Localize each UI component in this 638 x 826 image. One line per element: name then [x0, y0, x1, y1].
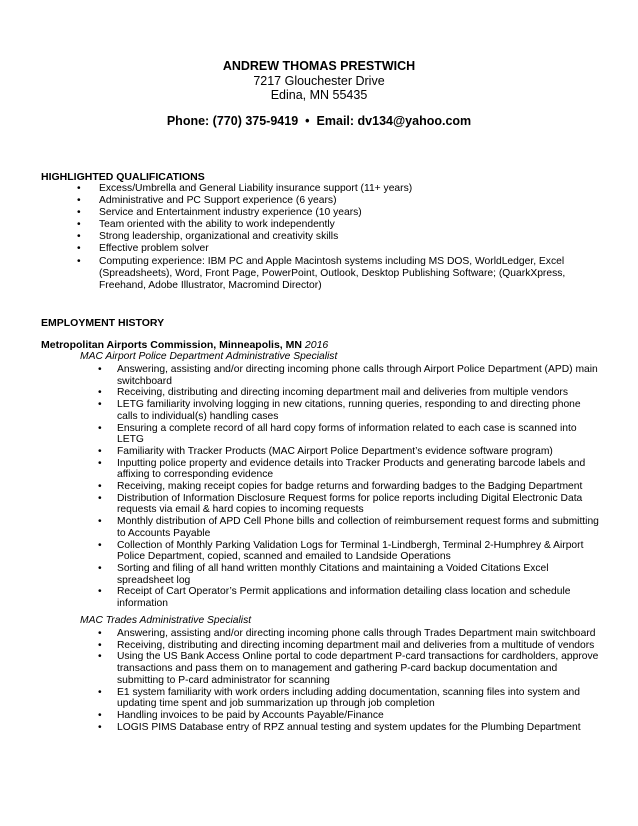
- qualification-item: • Strong leadership, organizational and creativity skills: [77, 231, 597, 243]
- duty-item: • Receiving, distributing and directing incoming department mail and deliveries from a multitude of vendors: [98, 640, 603, 652]
- duty-item: • Familiarity with Tracker Products (MAC Airport Police Department’s evidence software program): [98, 446, 603, 458]
- duty-item: • Distribution of Information Disclosure Request forms for police reports including Digital Electronic Data requests via email & hard copies to incoming requests: [98, 493, 603, 516]
- duty-item: • Handling invoices to be paid by Accounts Payable/Finance: [98, 710, 603, 722]
- qualification-item: • Excess/Umbrella and General Liability insurance support (11+ years): [77, 183, 597, 195]
- city-state-zip: Edina, MN 55435: [270, 88, 368, 102]
- employer-name: Metropolitan Airports Commission, Minneapolis, MN: [41, 339, 302, 351]
- duty-item: • Using the US Bank Access Online portal to code department P-card transactions for cardholders, approve transactions and pass them on to management and gathering P-card backup documentation and submitting to P-card administrator for scanning: [98, 651, 603, 686]
- resume-header: [0, 59, 638, 129]
- qualification-item: • Administrative and PC Support experience (6 years): [77, 195, 597, 207]
- duty-item: • Inputting police property and evidence details into Tracker Products and generating barcode labels and affixing to corresponding evidence: [98, 458, 603, 481]
- duty-item: • Ensuring a complete record of all hard copy forms of information related to each case is scanned into LETG: [98, 423, 603, 446]
- qualification-item: • Effective problem solver: [77, 243, 597, 255]
- role-title: MAC Airport Police Department Administrative Specialist: [80, 351, 338, 362]
- email-address[interactable]: Email: dv134@yahoo.com: [316, 114, 472, 128]
- duty-item: • Receipt of Cart Operator’s Permit applications and information detailing class location and schedule information: [98, 586, 603, 609]
- contact-separator: •: [305, 114, 310, 128]
- duty-item: • Answering, assisting and/or directing incoming phone calls through Trades Department main switchboard: [98, 628, 603, 640]
- role-title: MAC Trades Administrative Specialist: [80, 615, 252, 626]
- duty-item: • Receiving, making receipt copies for badge returns and forwarding badges to the Badging Department: [98, 481, 603, 493]
- duty-item: • E1 system familiarity with work orders including adding documentation, scanning files into system and updating time spent and job summarization up through job completion: [98, 687, 603, 710]
- duty-item: • LOGIS PIMS Database entry of RPZ annual testing and system updates for the Plumbing Department: [98, 722, 603, 734]
- role-duties-list: [98, 364, 603, 610]
- qualifications-list: [77, 183, 597, 292]
- contact-line: [0, 114, 638, 129]
- qualification-item: • Team oriented with the ability to work independently: [77, 219, 597, 231]
- duty-item: • Sorting and filing of all hand written monthly Citations and maintaining a Voided Citations Excel spreadsheet log: [98, 563, 603, 586]
- qualification-item: • Service and Entertainment industry experience (10 years): [77, 207, 597, 219]
- qualifications-heading: HIGHLIGHTED QUALIFICATIONS: [41, 171, 205, 183]
- duty-item: • Receiving, distributing and directing incoming department mail and deliveries from multiple vendors: [98, 387, 603, 399]
- employment-heading: EMPLOYMENT HISTORY: [41, 317, 165, 329]
- duty-item: • Collection of Monthly Parking Validation Logs for Terminal 1-Lindbergh, Terminal 2-Humphrey & Airport Police Department, copied, scanned and emailed to Landside Operations: [98, 540, 603, 563]
- duty-item: • LETG familiarity involving logging in new citations, running queries, responding to and directing phone calls to individual(s) handling cases: [98, 399, 603, 422]
- duty-item: • Monthly distribution of APD Cell Phone bills and collection of reimbursement request forms and submitting to Accounts Payable: [98, 516, 603, 539]
- role-duties-list: [98, 628, 603, 733]
- employment-year: 2016: [304, 339, 329, 351]
- phone-number: Phone: (770) 375-9419: [166, 114, 299, 128]
- street-address: 7217 Glouchester Drive: [253, 74, 385, 88]
- employer-line: [41, 339, 328, 351]
- duty-item: • Answering, assisting and/or directing incoming phone calls through Airport Police Department (APD) main switchboard: [98, 364, 603, 387]
- candidate-name: ANDREW THOMAS PRESTWICH: [222, 59, 416, 73]
- qualification-item: • Computing experience: IBM PC and Apple Macintosh systems including MS DOS, WorldLedger, Excel (Spreadsheets), Word, Front Page, PowerPoint, Outlook, Desktop Publishing Software; (QuarkXpress, Freehand, Adobe Illustrator, Macromind Director): [77, 256, 597, 292]
